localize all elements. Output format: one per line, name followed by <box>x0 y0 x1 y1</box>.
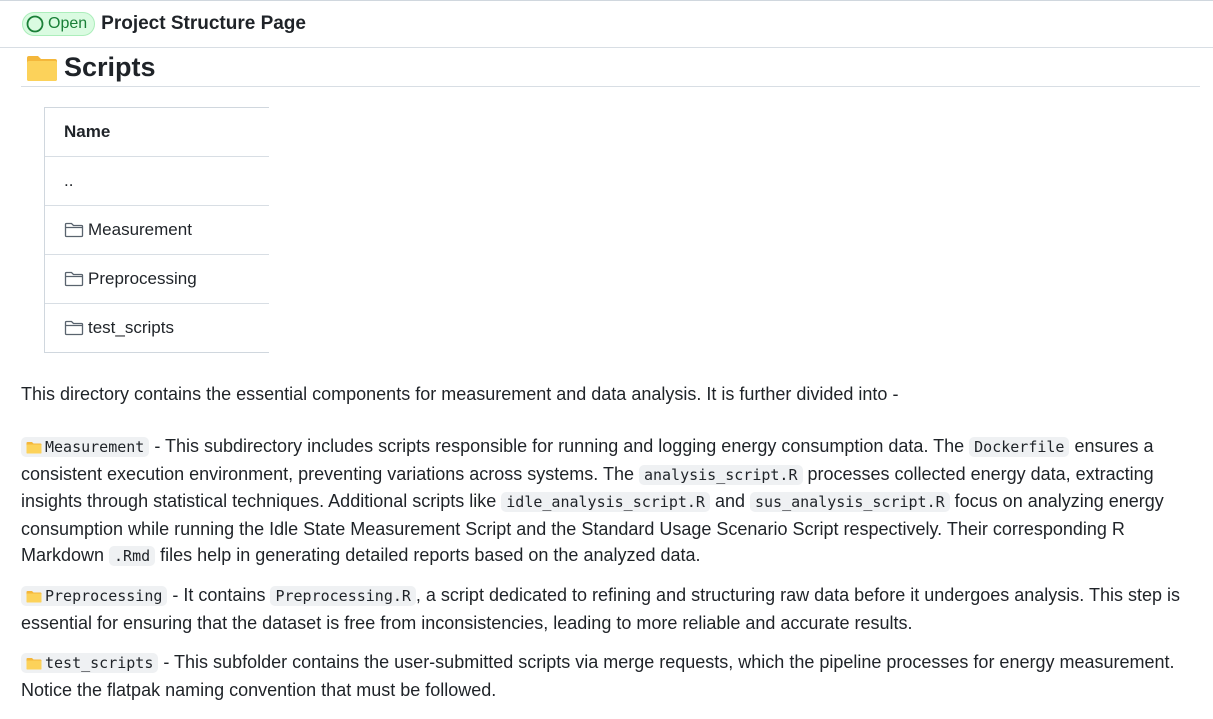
description <box>21 381 1201 703</box>
table-row[interactable] <box>45 205 269 254</box>
measurement-code-label <box>21 437 149 457</box>
table-row[interactable] <box>45 303 269 352</box>
table-header <box>45 108 269 156</box>
status-badge-label: Open <box>48 15 88 32</box>
inline-code: Dockerfile <box>969 437 1069 457</box>
folder-icon <box>64 271 84 287</box>
preprocessing-label: Preprocessing <box>45 587 163 606</box>
column-header-name: Name <box>64 122 111 141</box>
file-table <box>44 107 269 353</box>
folder-link-test-scripts[interactable]: test_scripts <box>88 318 174 337</box>
open-circle-icon <box>26 15 44 33</box>
folder-emoji-icon <box>26 441 42 454</box>
page-title: Project Structure Page <box>101 13 306 34</box>
parent-directory-link[interactable]: .. <box>64 171 74 190</box>
measurement-paragraph <box>21 433 1201 569</box>
inline-code: .Rmd <box>109 546 155 566</box>
measurement-text-3: processes collected energy data, extracting insights through statistical techniques. Additional scripts like <box>21 463 1154 512</box>
test-scripts-label: test_scripts <box>45 654 154 673</box>
folder-emoji-icon <box>26 590 42 603</box>
issue-header <box>0 0 1213 48</box>
inline-code: Preprocessing.R <box>270 586 415 606</box>
inline-code: sus_analysis_script.R <box>750 492 950 512</box>
folder-link-preprocessing[interactable]: Preprocessing <box>88 269 197 288</box>
section-heading <box>21 49 1200 87</box>
measurement-text-1: - This subdirectory includes scripts responsible for running and logging energy consumption data. The <box>149 436 970 457</box>
folder-emoji-icon <box>26 657 42 670</box>
measurement-text-2: ensures a consistent execution environment, preventing variations across systems. The <box>21 436 1154 484</box>
preprocessing-text-1: - It contains <box>167 585 271 606</box>
measurement-text-6: files help in generating detailed reports based on the analyzed data. <box>155 545 701 566</box>
heading-text: Scripts <box>64 52 156 82</box>
measurement-label: Measurement <box>45 438 145 457</box>
measurement-text-5: focus on analyzing energy consumption while running the Idle State Measurement Script and the Standard Usage Scenario Script respectively. Their corresponding R Markdown <box>21 491 1164 566</box>
folder-icon <box>64 222 84 238</box>
measurement-text-4: and <box>709 491 750 512</box>
preprocessing-paragraph <box>21 582 1201 636</box>
test-scripts-text-1: - This subfolder contains the user-submitted scripts via merge requests, which the pipeline processes for energy measurement. Notice the flatpak naming convention that must be followed. <box>21 652 1175 700</box>
preprocessing-text-2: , a script dedicated to refining and structuring raw data before it undergoes analysis. This step is essential for ensuring that the dataset is free from inconsistencies, leading to more reliable and accurate results. <box>21 585 1181 633</box>
table-row-parent[interactable] <box>45 156 269 205</box>
folder-icon <box>64 320 84 336</box>
inline-code: analysis_script.R <box>639 465 803 485</box>
inline-code: idle_analysis_script.R <box>501 492 710 512</box>
intro-paragraph: This directory contains the essential components for measurement and data analysis. It is further divided into - <box>21 384 899 404</box>
folder-link-measurement[interactable]: Measurement <box>88 220 192 239</box>
test-scripts-paragraph <box>21 649 1201 703</box>
status-badge <box>22 12 95 36</box>
table-row[interactable] <box>45 254 269 303</box>
folder-emoji-icon <box>26 54 58 82</box>
test-scripts-code-label <box>21 653 158 673</box>
preprocessing-code-label <box>21 586 167 606</box>
